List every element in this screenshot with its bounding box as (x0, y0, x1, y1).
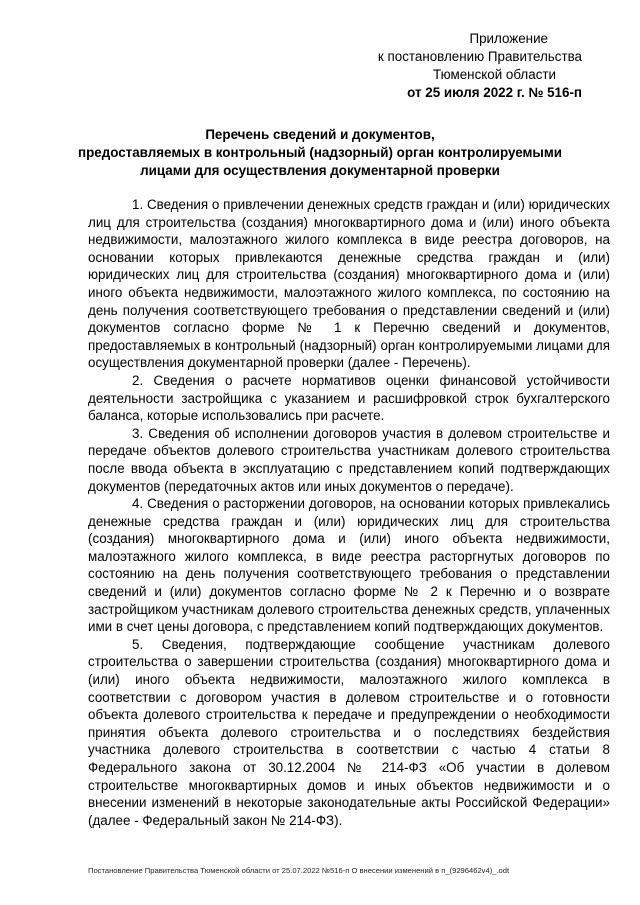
appendix-header (322, 30, 582, 102)
paragraph-3: 3. Сведения об исполнении договоров участия в долевом строительстве и передаче объектов долевого строительства участникам долевого строительства после ввода объекта в эксплуатацию с представлением копий подтверждающих документов (передаточных актов или иных документов о передаче). (88, 425, 610, 494)
page-footer: Постановление Правительства Тюменской области от 25.07.2022 №516-п О внесении изменений в п_(9296462v4)_.odt (88, 866, 510, 875)
appendix-reference: к постановлению Правительства (377, 49, 582, 64)
title-line-1: Перечень сведений и документов, (205, 127, 435, 142)
paragraph-2: 2. Сведения о расчете нормативов оценки финансовой устойчивости деятельности застройщика с указанием и расшифровкой строк бухгалтерского баланса, которые использовались при расчете. (88, 372, 610, 424)
paragraph-4: 4. Сведения о расторжении договоров, на основании которых привлекались денежные средства граждан и (или) юридических лиц для строительства (создания) многоквартирного дома и (или) иного объекта недвижимости, малоэтажного жилого комплекса, в виде реестра расторгнутых договоров по состоянию на день получения соответствующего требования о представлении сведений и (или) документов согласно форме № 2 к Перечню и о возврате застройщиком участникам долевого строительства денежных средств, уплаченных ими в счет цены договора, с представлением копий подтверждающих документов. (88, 496, 610, 635)
title-line-3: лицами для осуществления документарной проверки (140, 163, 500, 178)
appendix-label: Приложение (469, 31, 548, 46)
appendix-region: Тюменской области (433, 67, 556, 82)
paragraph-5: 5. Сведения, подтверждающие сообщение участникам долевого строительства о завершении строительства (создания) многоквартирного дома и (или) иного объекта недвижимости, малоэтажного жилого комплекса в соответствии с договором участия в долевом строительстве и о готовности объекта долевого строительства к передаче и предупреждении о необходимости принятия объекта долевого строительства и о последствиях бездействия участника долевого строительства в соответствии с частью 4 статьи 8 Федерального закона от 30.12.2004 № 214-ФЗ «Об участии в долевом строительстве многоквартирных домов и иных объектов недвижимости и о внесении изменений в некоторые законодательные акты Российской Федерации» (далее - Федеральный закон № 214-ФЗ). (88, 636, 610, 828)
title-line-2: предоставляемых в контрольный (надзорный) орган контролируемыми (78, 145, 562, 160)
paragraph-1: 1. Сведения о привлечении денежных средств граждан и (или) юридических лиц для строительства (создания) многоквартирного дома и (или) иного объекта недвижимости, малоэтажного жилого комплекса в виде реестра договоров, на основании которых привлекаются денежные средства граждан и (или) юридических лиц для строительства (создания) многоквартирного дома и (или) иного объекта недвижимости, малоэтажного жилого комплекса, по состоянию на день получения соответствующего требования о представлении сведений и (или) документов согласно форме № 1 к Перечню сведений и документов, предоставляемых в контрольный (надзорный) орган контролируемыми лицами для осуществления документарной проверки (далее - Перечень). (88, 197, 610, 371)
document-body (88, 196, 610, 829)
document-title (60, 126, 580, 180)
appendix-date-number: от 25 июля 2022 г. № 516-п (407, 85, 582, 100)
